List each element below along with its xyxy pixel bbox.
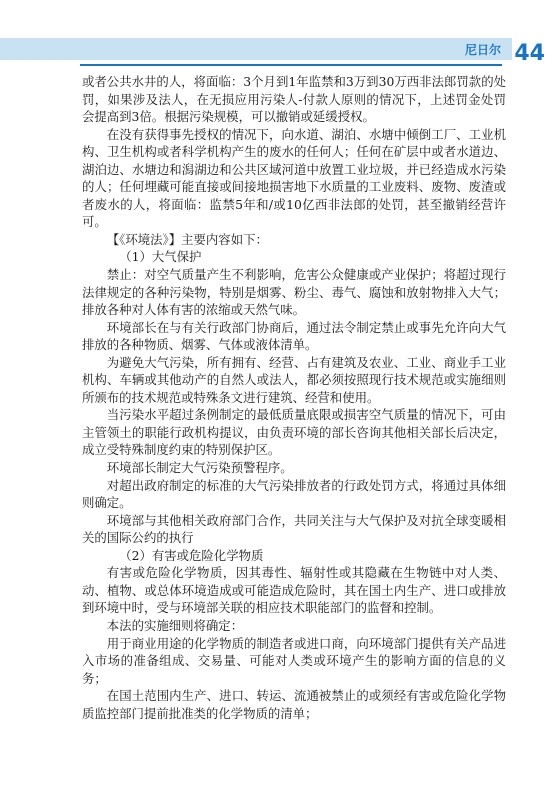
- subsection-heading: （1）大气保护: [119, 249, 202, 265]
- body-text: [82, 73, 506, 722]
- paragraph: 禁止：对空气质量产生不利影响，危害公众健康或产业保护；将超过现行法律规定的各种污染物，特别是烟雾、粉尘、毒气、腐蚀和放射物排入大气；排放各种对人体有害的浓缩或天然气味。: [82, 267, 506, 318]
- paragraph: 在国土范围内生产、进口、转运、流通被禁止的或须经有害或危险化学物质监控部门提前批准类的化学物质的清单；: [82, 688, 506, 721]
- page-number: 44: [514, 41, 545, 66]
- country-title: 尼日尔: [464, 43, 501, 57]
- paragraph: 本法的实施细则将确定：: [106, 617, 244, 633]
- header-rule: [80, 64, 502, 66]
- paragraph: 当污染水平超过条例制定的最低质量底限或损害空气质量的情况下，可由主管领土的职能行政机构提议，由负责环境的部长咨询其他相关部长后决定，成立受特殊制度约束的特别保护区。: [82, 407, 506, 458]
- paragraph: 为避免大气污染，所有拥有、经营、占有建筑及农业、工业、商业手工业机构、车辆或其他动产的自然人或法人，都必须按照现行技术规范或实施细则所颁布的技术规范或特殊条文进行建筑、经营和使用。: [82, 354, 506, 405]
- subsection-heading: （2）有害或危险化学物质: [119, 547, 264, 563]
- page-header: [0, 38, 559, 78]
- paragraph: 环境部长制定大气污染预警程序。: [106, 460, 293, 476]
- section-heading: 【《环境法》】主要内容如下：: [106, 231, 268, 247]
- paragraph: 环境部与其他相关政府部门合作，共同关注与大气保护及对抗全球变暖相关的国际公约的执行: [82, 512, 506, 546]
- paragraph: 用于商业用途的化学物质的制造者或进口商，向环境部门提供有关产品进入市场的准备组成、交易量、可能对人类或环境产生的影响方面的信息的义务；: [82, 635, 506, 686]
- paragraph: 环境部长在与有关行政部门协商后，通过法令制定禁止或事先允许向大气排放的各种物质、烟雾、气体或液体清单。: [82, 319, 506, 353]
- paragraph: 对超出政府制定的标准的大气污染排放者的行政处罚方式，将通过具体细则确定。: [82, 477, 506, 511]
- header-band: [0, 38, 512, 60]
- paragraph: 有害或危险化学物质，因其毒性、辐射性或其隐藏在生物链中对人类、动、植物、或总体环境造成或可能造成危险时，其在国土内生产、进口或排放到环境中时，受与环境部关联的相应技术职能部门的监督和控制。: [82, 565, 506, 616]
- paragraph: 在没有获得事先授权的情况下，向水道、湖泊、水塘中倾倒工厂、工业机构、卫生机构或者科学机构产生的废水的任何人；任何在矿层中或者水道边、湖泊边、水塘边和潟湖边和公共区域河道中放置工业垃圾，并已经造成水污染的人；任何埋藏可能直接或间接地损害地下水质量的工业废料、废物、废渣或者废水的人，将面临：监禁5年和/或10亿西非法郎的处罚，甚至撤销经营许可。: [82, 126, 506, 230]
- paragraph: 或者公共水井的人，将面临：3个月到1年监禁和3万到30万西非法郎罚款的处罚，如果涉及法人，在无损应用污染人-付款人原则的情况下，上述罚金处罚会提高到3倍。根据污染规模，可以撤销或延缓授权。: [82, 74, 506, 125]
